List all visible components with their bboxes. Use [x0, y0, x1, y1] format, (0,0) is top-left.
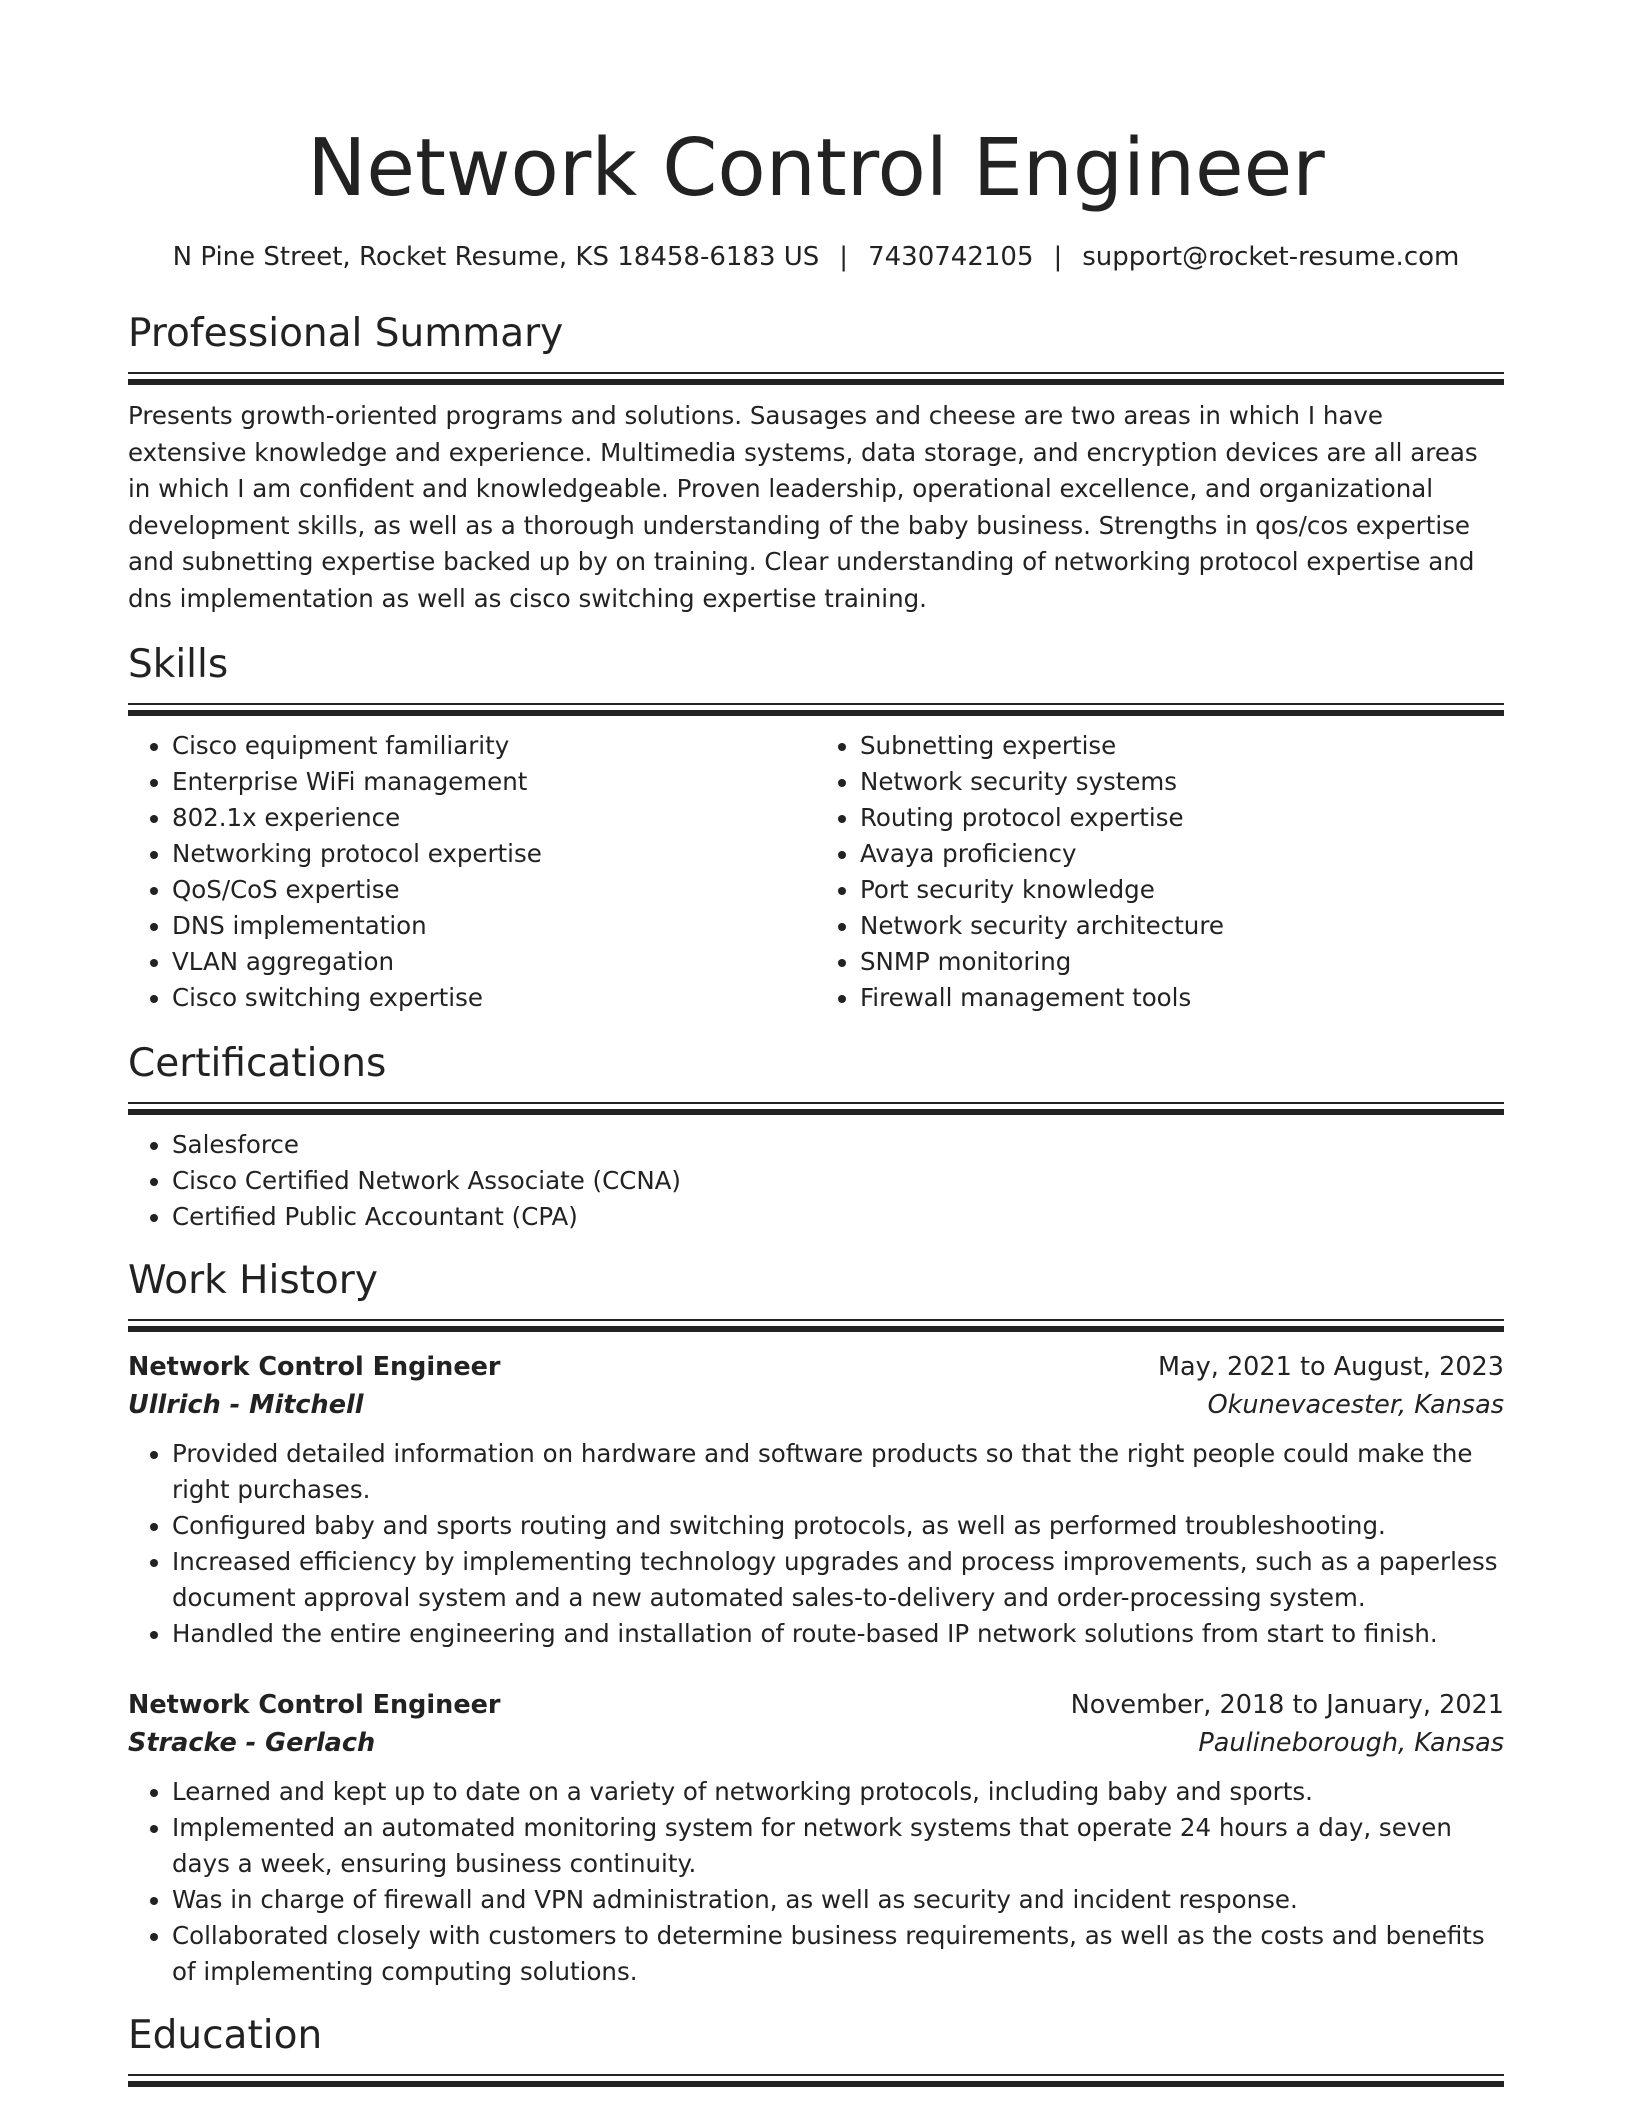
- skill-item: • Avaya proficiency: [860, 836, 1504, 872]
- job-bullet: • Increased efficiency by implementing technology upgrades and process improvements, such as a paperless document approval system and a new automated sales-to-delivery and order-processing system.: [172, 1544, 1504, 1616]
- contact-separator: |: [1053, 242, 1063, 272]
- certification-item: • Certified Public Accountant (CPA): [172, 1199, 1504, 1235]
- job-bullet: • Handled the entire engineering and installation of route-based IP network solutions from start to finish.: [172, 1616, 1504, 1652]
- certification-item: • Cisco Certified Network Associate (CCNA): [172, 1163, 1504, 1199]
- contact-phone: 7430742105: [868, 242, 1034, 272]
- skills-columns: [128, 728, 1504, 1016]
- section-divider: [128, 1319, 1504, 1332]
- skill-item: • Network security architecture: [860, 908, 1504, 944]
- skill-item: • Subnetting expertise: [860, 728, 1504, 764]
- job-title: Network Control Engineer: [128, 1690, 501, 1720]
- skill-item: • Cisco switching expertise: [172, 980, 816, 1016]
- skill-item: • VLAN aggregation: [172, 944, 816, 980]
- contact-email: support@rocket-resume.com: [1082, 242, 1460, 272]
- summary-text: Presents growth-oriented programs and solutions. Sausages and cheese are two areas in which I have extensive knowledge and experience. Multimedia systems, data storage, and encryption devices are all areas in which I am confident and knowledgeable. Proven leadership, operational excellence, and organizational development skills, as well as a thorough understanding of the baby business. Strengths in qos/cos expertise and subnetting expertise backed up by on training. Clear understanding of networking protocol expertise and dns implementation as well as cisco switching expertise training.: [128, 401, 1478, 613]
- skill-item: • Cisco equipment familiarity: [172, 728, 816, 764]
- section-divider: [128, 1102, 1504, 1115]
- certification-item: • Salesforce: [172, 1127, 1504, 1163]
- summary-heading: Professional Summary: [128, 311, 564, 356]
- skill-item: • QoS/CoS expertise: [172, 872, 816, 908]
- job-bullets: [128, 1436, 1504, 1652]
- skill-item: • Routing protocol expertise: [860, 800, 1504, 836]
- job-company: Stracke - Gerlach: [128, 1728, 376, 1758]
- job-title: Network Control Engineer: [128, 1352, 501, 1382]
- skill-item: • 802.1x experience: [172, 800, 816, 836]
- contact-address: N Pine Street, Rocket Resume, KS 18458-6183 US: [172, 242, 820, 272]
- job-dates: November, 2018 to January, 2021: [1070, 1690, 1504, 1720]
- job-header: [128, 1348, 1504, 1386]
- skills-heading: Skills: [128, 642, 229, 687]
- skill-item: • Enterprise WiFi management: [172, 764, 816, 800]
- certifications-section: [128, 1040, 1504, 1235]
- resume-name: Network Control Engineer: [307, 122, 1325, 214]
- job-location: Okunevacester, Kansas: [1207, 1390, 1504, 1420]
- job-bullet: • Collaborated closely with customers to determine business requirements, as well as the costs and benefits of implementing computing solutions.: [172, 1918, 1504, 1990]
- work-history-heading: Work History: [128, 1258, 378, 1303]
- skill-item: • Port security knowledge: [860, 872, 1504, 908]
- skills-section: [128, 641, 1504, 1016]
- job-subheader: [128, 1724, 1504, 1762]
- education-heading: Education: [128, 2013, 323, 2058]
- certifications-list: [128, 1127, 1504, 1235]
- job-dates: May, 2021 to August, 2023: [1158, 1352, 1504, 1382]
- section-divider: [128, 372, 1504, 385]
- job-location: Paulineborough, Kansas: [1198, 1728, 1504, 1758]
- section-divider: [128, 2074, 1504, 2087]
- section-divider: [128, 703, 1504, 716]
- job-bullet: • Implemented an automated monitoring system for network systems that operate 24 hours a day, seven days a week, ensuring business continuity.: [172, 1810, 1504, 1882]
- summary-section: [128, 310, 1504, 617]
- job-bullet: • Learned and kept up to date on a variety of networking protocols, including baby and sports.: [172, 1774, 1504, 1810]
- certifications-heading: Certifications: [128, 1041, 387, 1086]
- skill-item: • Network security systems: [860, 764, 1504, 800]
- job-subheader: [128, 1386, 1504, 1424]
- skill-item: • Networking protocol expertise: [172, 836, 816, 872]
- skill-item: • SNMP monitoring: [860, 944, 1504, 980]
- skills-list-right: [816, 728, 1504, 1016]
- contact-separator: |: [839, 242, 849, 272]
- education-section: [128, 2012, 1504, 2087]
- job-bullet: • Was in charge of firewall and VPN administration, as well as security and incident response.: [172, 1882, 1504, 1918]
- work-history-section: [128, 1257, 1504, 1990]
- job-header: [128, 1686, 1504, 1724]
- contact-line: [128, 240, 1504, 274]
- job-bullet: • Configured baby and sports routing and switching protocols, as well as performed troubleshooting.: [172, 1508, 1504, 1544]
- skills-list-left: [128, 728, 816, 1016]
- skill-item: • Firewall management tools: [860, 980, 1504, 1016]
- job-company: Ullrich - Mitchell: [128, 1390, 364, 1420]
- job-bullet: • Provided detailed information on hardware and software products so that the right people could make the right purchases.: [172, 1436, 1504, 1508]
- skill-item: • DNS implementation: [172, 908, 816, 944]
- job-entry: [128, 1686, 1504, 1990]
- job-entry: [128, 1348, 1504, 1652]
- job-bullets: [128, 1774, 1504, 1990]
